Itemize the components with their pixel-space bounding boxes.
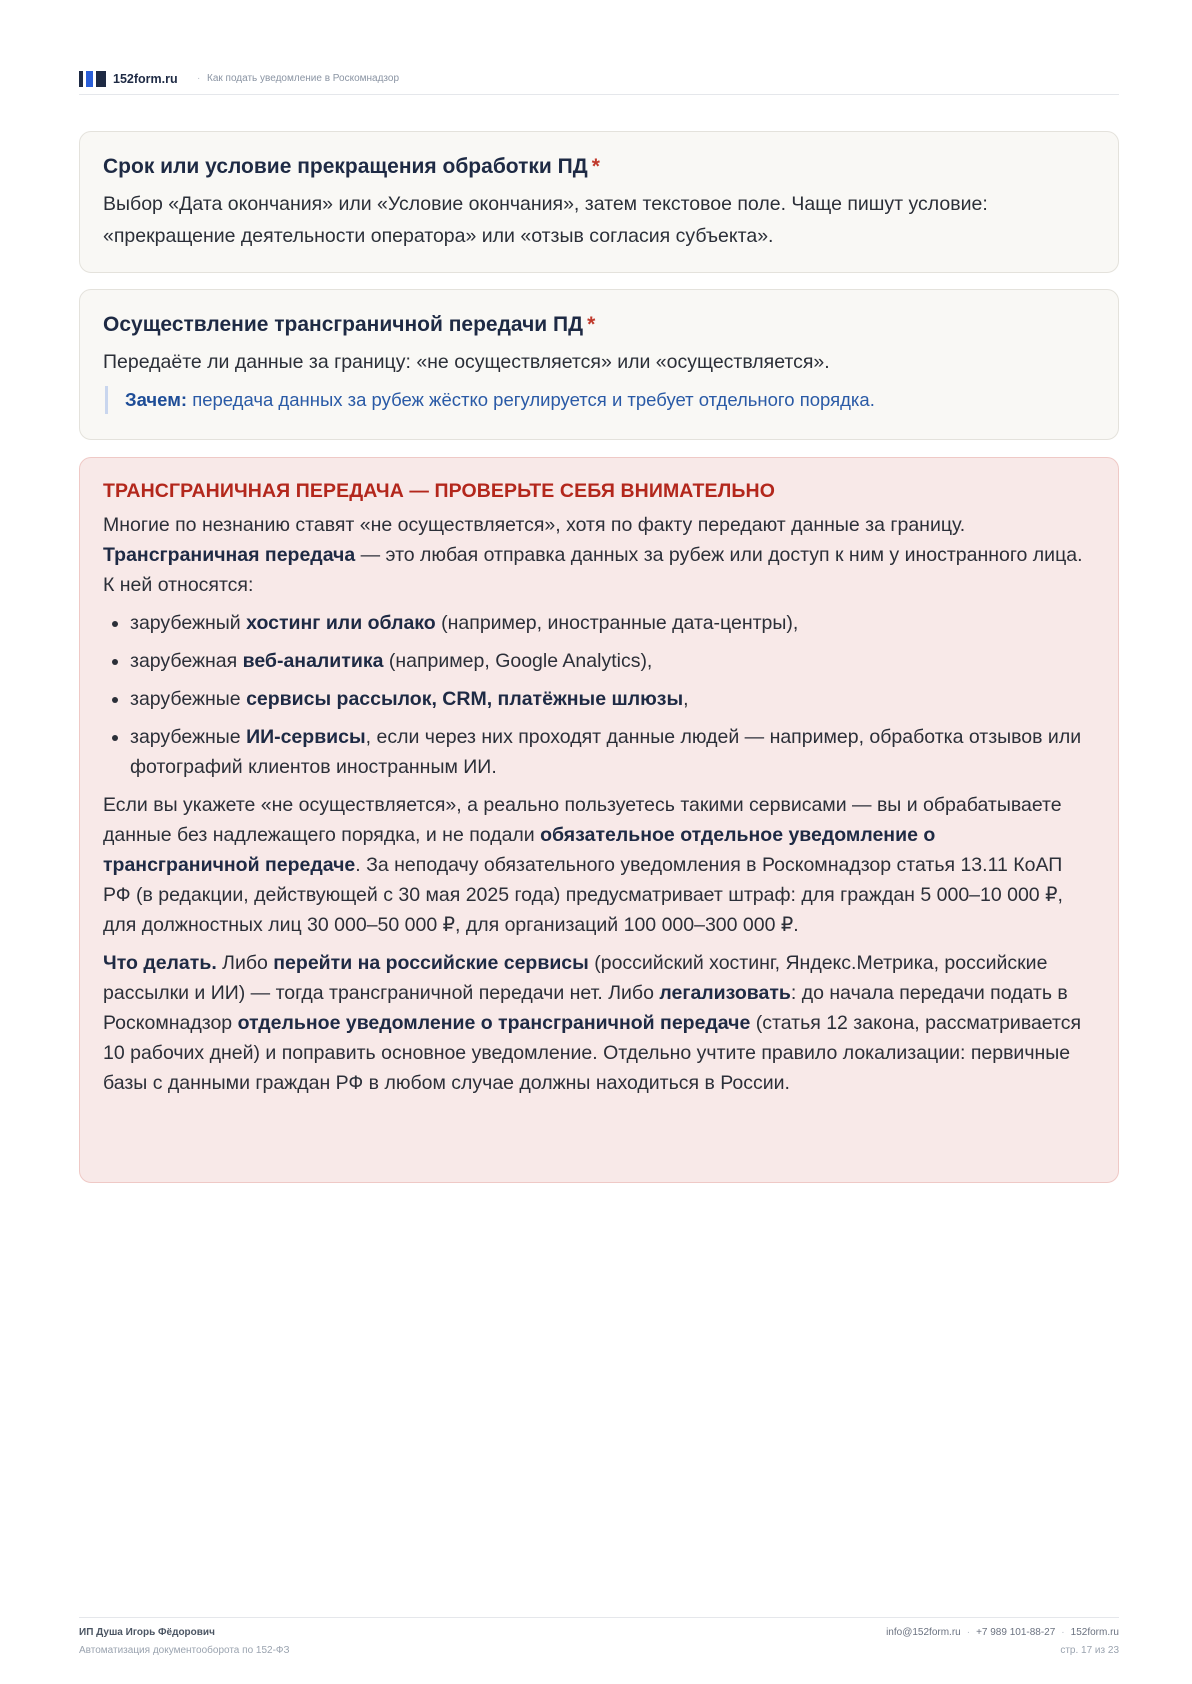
field-description: Передаёте ли данные за границу: «не осуществляется» или «осуществляется».: [103, 351, 830, 373]
list-item: • зарубежные сервисы рассылок, CRM, платёжные шлюзы,: [130, 684, 1095, 714]
page-footer: [79, 1617, 1119, 1658]
site-name: 152form.ru: [113, 72, 178, 86]
footer-site[interactable]: 152form.ru: [1070, 1627, 1119, 1638]
footer-phone[interactable]: +7 989 101-88-27: [976, 1627, 1056, 1638]
field-title: Срок или условие прекращения обработки ПД *: [103, 155, 600, 178]
required-mark: *: [591, 155, 600, 178]
footer-subtitle: Автоматизация документооборота по 152-ФЗ: [79, 1645, 290, 1656]
breadcrumb: Как подать уведомление в Роскомнадзор: [207, 73, 400, 84]
list-item: • зарубежный хостинг или облако (например, иностранные дата-центры),: [130, 608, 1095, 638]
footer-email[interactable]: info@152form.ru: [886, 1627, 961, 1638]
note-text: передача данных за рубеж жёстко регулируется и требует отдельного порядка.: [187, 389, 875, 410]
warning-box: [79, 457, 1119, 1183]
footer-contacts: info@152form.ru · +7 989 101-88-27 · 152form.ru: [886, 1627, 1119, 1638]
field-title: Осуществление трансграничной передачи ПД *: [103, 313, 596, 336]
logo-icon: [79, 71, 106, 87]
list-item: • зарубежные ИИ-сервисы, если через них проходят данные людей — например, обработка отзывов или фотографий клиентов иностранным ИИ.: [130, 722, 1095, 782]
warning-title: ТРАНСГРАНИЧНАЯ ПЕРЕДАЧА — ПРОВЕРЬТЕ СЕБЯ ВНИМАТЕЛЬНО: [103, 480, 775, 502]
page-header: [79, 68, 1119, 95]
risk-paragraph: Если вы укажете «не осуществляется», а реально пользуетесь такими сервисами — вы и обрабатываете данные без надлежащего порядка, и не подали обязательное отдельное уведомление о трансграничной передаче. За неподачу обязательного уведомления в Роскомнадзор статья 13.11 КоАП РФ (в редакции, действующей с 30 мая 2025 года) предусматривает штраф: для граждан 5 000–10 000 ₽, для должностных лиц 30 000–50 000 ₽, для организаций 100 000–300 000 ₽.: [103, 794, 1063, 936]
list-item: • зарубежная веб-аналитика (например, Google Analytics),: [130, 646, 1095, 676]
field-description: Выбор «Дата окончания» или «Условие окончания», затем текстовое поле. Чаще пишут условие: «прекращение деятельности оператора» или «отзыв согласия субъекта».: [103, 193, 988, 247]
field-card-cross-border: [79, 289, 1119, 440]
footer-owner: ИП Душа Игорь Фёдорович: [79, 1627, 215, 1638]
header-separator: ·: [197, 73, 201, 84]
field-card-termination: [79, 131, 1119, 273]
why-note: [105, 386, 1095, 414]
required-mark: *: [587, 313, 596, 336]
note-label: Зачем:: [125, 389, 188, 410]
warning-intro: Многие по незнанию ставят «не осуществляется», хотя по факту передают данные за границу. Трансграничная передача — это любая отправка данных за рубеж или доступ к ним у иностранного лица. К ней относятся:: [103, 514, 1083, 596]
examples-list: [103, 608, 1095, 782]
todo-paragraph: Что делать. Либо перейти на российские сервисы (российский хостинг, Яндекс.Метрика, российские рассылки и ИИ) — тогда трансграничной передачи нет. Либо легализовать: до начала передачи подать в Роскомнадзор отдельное уведомление о трансграничной передаче (статья 12 закона, рассматривается 10 рабочих дней) и поправить основное уведомление. Отдельно учтите правило локализации: первичные базы с данными граждан РФ в любом случае должны находиться в России.: [103, 952, 1082, 1094]
page-number: стр. 17 из 23: [1060, 1645, 1119, 1656]
